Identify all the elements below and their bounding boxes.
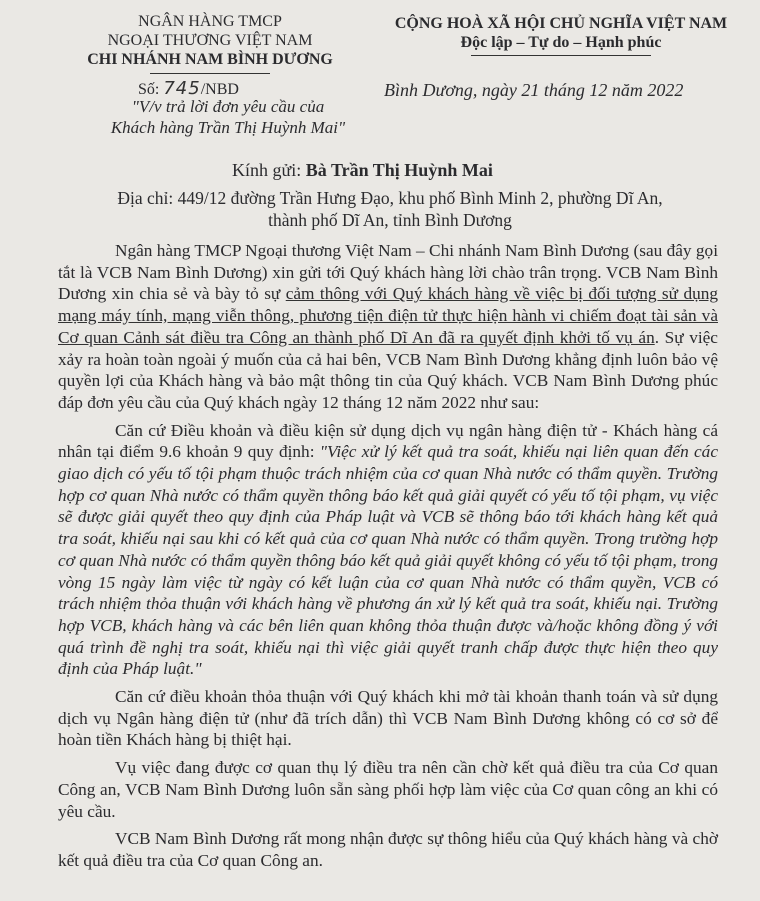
address-line2: thành phố Dĩ An, tỉnh Bình Dương — [268, 210, 512, 230]
underlined-statement: cảm thông với Quý khách hàng về việc bị đối tượng sử dụng mạng máy tính, mạng viễn thông, phương tiện điện tử thực hiện hành vi chiếm đoạt tài sản và Cơ quan Cảnh sát điều tra Công an thành phố Dĩ An đã ra quyết định khởi tố vụ án — [58, 284, 719, 347]
addressee — [232, 160, 493, 181]
document-subject — [78, 96, 378, 138]
bank-name-line2: NGOẠI THƯƠNG VIỆT NAM — [107, 32, 313, 49]
paragraph-terms — [58, 420, 718, 680]
paragraph-agreement: Căn cứ điều khoản thỏa thuận với Quý khách khi mở tài khoản thanh toán và sử dụng dịch vụ Ngân hàng điện tử (như đã trích dẫn) thì VCB Nam Bình Dương không có cơ sở để hoàn tiền Khách hàng bị thiệt hại. — [58, 687, 718, 750]
national-title: CỘNG HOÀ XÃ HỘI CHỦ NGHĨA VIỆT NAM — [394, 15, 728, 32]
paragraph-greeting-text: Ngân hàng TMCP Ngoại thương Việt Nam – Chi nhánh Nam Bình Dương (sau đây gọi tắt là VCB Nam Bình Dương) xin gửi tới Quý khách hàng lời chào trân trọng. VCB Nam Bình Dương xin chia sẻ và bày tỏ sự — [58, 241, 718, 304]
paragraph-terms-text: Căn cứ Điều khoản và điều kiện sử dụng dịch vụ ngân hàng điện tử - Khách hàng cá nhân tại điểm 9.6 khoản 9 quy định: — [58, 420, 718, 462]
paragraph-closing: VCB Nam Bình Dương rất mong nhận được sự thông hiểu của Quý khách hàng và chờ kết quả điều tra của Cơ quan Công an. — [58, 829, 718, 870]
bank-header — [70, 12, 350, 74]
terms-quote: "Việc xử lý kết quả tra soát, khiếu nại liên quan đến các giao dịch có yếu tố tội phạm thuộc trách nhiệm của cơ quan Nhà nước có thẩm quyền. Trường hợp cơ quan Nhà nước có thẩm quyền thông báo kết quả giải quyết có yếu tố tội phạm, vụ việc sẽ được giải quyết theo quy định của Pháp luật và VCB sẽ thông báo tới khách hàng kết quả tra soát, khiếu nại sau khi có kết quả của cơ quan Nhà nước có thẩm quyền. Trong trường hợp cơ quan Nhà nước có thẩm quyền thông báo kết quả giải quyết không có yếu tố tội phạm, trong vòng 15 ngày làm việc từ ngày có kết luận của cơ quan Nhà nước có thẩm quyền, VCB có trách nhiệm thỏa thuận với khách hàng về phương án xử lý kết quả tra soát, khiếu nại. Trường hợp VCB, khách hàng và các bên liên quan không thỏa thuận được và/hoặc không đồng ý với quá trình đề nghị tra soát, khiếu nại thì việc giải quyết tranh chấp được thực hiện theo quy định của Pháp luật." — [58, 442, 718, 679]
letter-body — [58, 240, 718, 872]
addressee-name: Bà Trần Thị Huỳnh Mai — [305, 160, 493, 180]
address-line1: Địa chỉ: 449/12 đường Trần Hưng Đạo, khu phố Bình Minh 2, phường Dĩ An, — [117, 188, 663, 208]
paragraph-greeting — [58, 240, 718, 414]
subject-line1: "V/v trả lời đơn yêu cầu của — [131, 97, 325, 116]
bank-name-line1: NGÂN HÀNG TMCP — [138, 13, 282, 30]
addressee-address — [70, 187, 710, 231]
document-date: Bình Dương, ngày 21 tháng 12 năm 2022 — [384, 80, 684, 100]
branch-name: CHI NHÁNH NAM BÌNH DƯƠNG — [87, 51, 333, 68]
document-number-value: 745 — [163, 78, 201, 99]
header-right-divider — [471, 55, 651, 56]
paragraph-investigation: Vụ việc đang được cơ quan thụ lý điều tra nên cần chờ kết quả điều tra của Cơ quan Công an, VCB Nam Bình Dương luôn sẵn sàng phối hợp làm việc của Cơ quan công an khi có yêu cầu. — [58, 758, 718, 821]
national-header — [356, 14, 760, 56]
subject-line2: Khách hàng Trần Thị Huỳnh Mai" — [110, 118, 346, 137]
header-left-divider — [150, 73, 270, 74]
national-motto: Độc lập – Tự do – Hạnh phúc — [460, 34, 662, 51]
document-number-suffix: /NBD — [200, 81, 239, 98]
addressee-label: Kính gửi: — [232, 160, 302, 180]
paragraph-greeting-tail: . Sự việc xảy ra hoàn toàn ngoài ý muốn của cả hai bên, VCB Nam Bình Dương khẳng định luôn bảo vệ quyền lợi của Khách hàng và bảo mật thông tin của Quý khách. VCB Nam Bình Dương phúc đáp đơn yêu cầu của Quý khách ngày 12 tháng 12 năm 2022 như sau: — [58, 327, 718, 412]
document-number-prefix: Số: — [138, 81, 160, 98]
